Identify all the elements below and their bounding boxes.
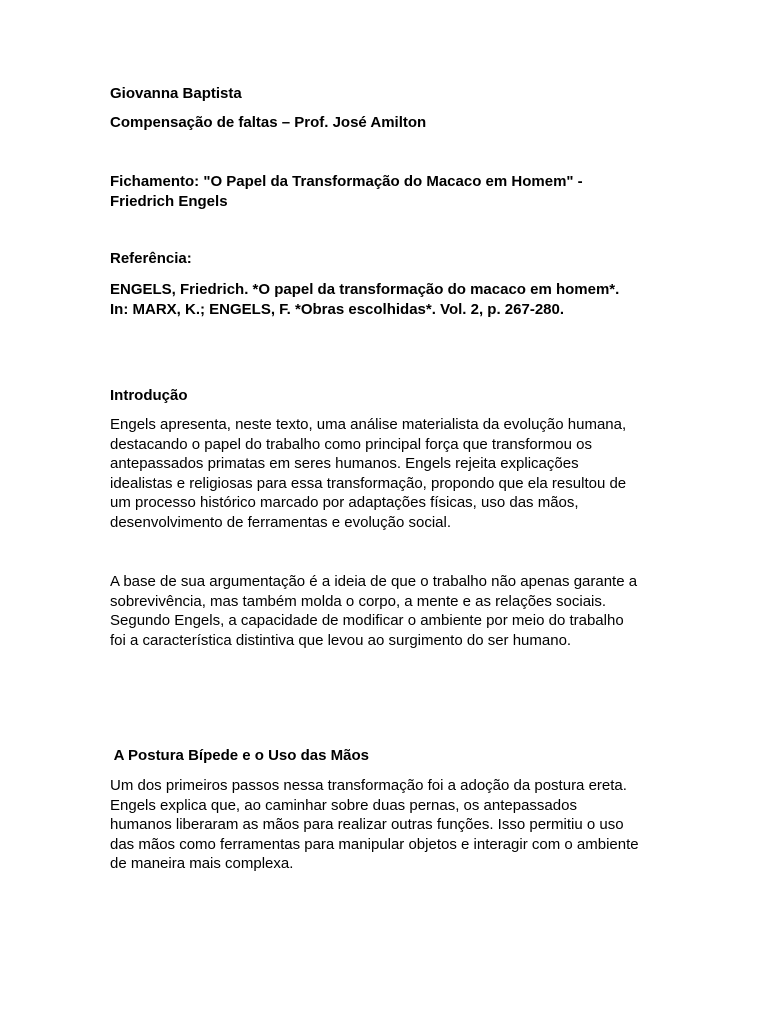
reference-heading: Referência:: [110, 250, 192, 267]
paragraph-line: humanos liberaram as mãos para realizar outras funções. Isso permitiu o uso: [110, 816, 624, 833]
paragraph-line: das mãos como ferramentas para manipular objetos e interagir com o ambiente: [110, 835, 639, 853]
paragraph-line: um processo histórico marcado por adaptações físicas, uso das mãos,: [110, 494, 579, 511]
reference-line-1: ENGELS, Friedrich. *O papel da transformação do macaco em homem*.: [110, 281, 620, 298]
reference-line-2: In: MARX, K.; ENGELS, F. *Obras escolhidas*. Vol. 2, p. 267-280.: [110, 301, 565, 318]
paragraph-line: Engels explica que, ao caminhar sobre duas pernas, os antepassados: [110, 796, 577, 814]
title-line-1: Fichamento: "O Papel da Transformação do Macaco em Homem" -: [110, 173, 583, 190]
paragraph-line: Um dos primeiros passos nessa transformação foi a adoção da postura ereta.: [110, 777, 627, 794]
paragraph-line: de maneira mais complexa.: [110, 855, 294, 872]
paragraph-line: destacando o papel do trabalho como principal força que transformou os: [110, 435, 592, 453]
posture-paragraph-1: [110, 776, 670, 874]
paragraph-line: antepassados primatas em seres humanos. Engels rejeita explicações: [110, 455, 579, 472]
course-line: Compensação de faltas – Prof. José Amilton: [110, 114, 427, 131]
paragraph-line: Engels apresenta, neste texto, uma análise materialista da evolução humana,: [110, 416, 627, 433]
paragraph-line: foi a característica distintiva que levou ao surgimento do ser humano.: [110, 631, 572, 649]
paragraph-line: A base de sua argumentação é a ideia de que o trabalho não apenas garante a: [110, 573, 638, 590]
introduction-heading: Introdução: [110, 387, 188, 404]
paragraph-line: sobrevivência, mas também molda o corpo, a mente e as relações sociais.: [110, 592, 607, 610]
author-name: Giovanna Baptista: [110, 85, 242, 102]
paragraph-line: desenvolvimento de ferramentas e evolução social.: [110, 513, 452, 531]
paragraph-line: Segundo Engels, a capacidade de modificar o ambiente por meio do trabalho: [110, 612, 624, 629]
posture-heading: A Postura Bípede e o Uso das Mãos: [110, 747, 369, 764]
introduction-paragraph-1: [110, 415, 670, 532]
title-line-2: Friedrich Engels: [110, 193, 228, 210]
introduction-paragraph-2: [110, 572, 670, 650]
paragraph-line: idealistas e religiosas para essa transformação, propondo que ela resultou de: [110, 474, 627, 492]
